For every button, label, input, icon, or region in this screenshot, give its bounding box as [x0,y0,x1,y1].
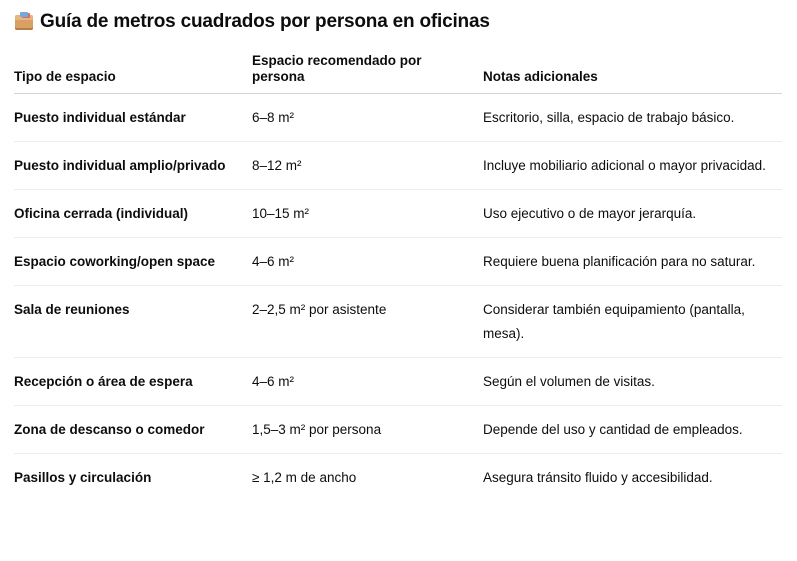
cell-recommended-space: ≥ 1,2 m de ancho [252,470,357,485]
cell-space-type: Oficina cerrada (individual) [14,190,252,238]
cell-space-type: Zona de descanso o comedor [14,406,252,454]
cell-recommended-space: 8–12 m² [252,142,483,190]
cell-recommended-space: 1,5–3 m² por persona [252,406,483,454]
page-title-text: Guía de metros cuadrados por persona en oficinas [40,11,490,32]
office-space-table [14,53,782,501]
table-header-row [14,53,782,94]
cell-notes: Escritorio, silla, espacio de trabajo básico. [483,94,782,142]
table-row [14,238,782,286]
cell-space-type: Espacio coworking/open space [14,238,252,286]
table-row [14,94,782,142]
cell-notes: Requiere buena planificación para no saturar. [483,238,782,286]
cell-space-type: Recepción o área de espera [14,358,252,406]
column-header-notes: Notas adicionales [483,53,782,94]
cell-notes: Depende del uso y cantidad de empleados. [483,406,782,454]
page-title [14,11,490,33]
cell-notes: Uso ejecutivo o de mayor jerarquía. [483,190,782,238]
cell-space-type: Puesto individual amplio/privado [14,142,252,190]
column-header-space: Espacio recomendado por persona [252,53,483,94]
table-row [14,454,782,502]
table-row [14,286,782,358]
cell-space-type: Pasillos y circulación [14,470,152,485]
cell-recommended-space: 4–6 m² [252,358,483,406]
cell-recommended-space: 6–8 m² [252,94,483,142]
cell-notes: Considerar también equipamiento (pantalla, mesa). [483,286,782,358]
table-row [14,190,782,238]
cell-recommended-space: 4–6 m² [252,238,483,286]
package-box-icon [14,12,34,32]
cell-notes: Asegura tránsito fluido y accesibilidad. [483,470,713,485]
cell-recommended-space: 10–15 m² [252,190,483,238]
cell-notes: Incluye mobiliario adicional o mayor privacidad. [483,142,782,190]
table-row [14,358,782,406]
cell-space-type: Sala de reuniones [14,286,252,358]
cell-notes: Según el volumen de visitas. [483,358,782,406]
table-row [14,142,782,190]
cell-recommended-space: 2–2,5 m² por asistente [252,286,483,358]
column-header-type: Tipo de espacio [14,53,252,94]
cell-space-type: Puesto individual estándar [14,94,252,142]
table-row [14,406,782,454]
